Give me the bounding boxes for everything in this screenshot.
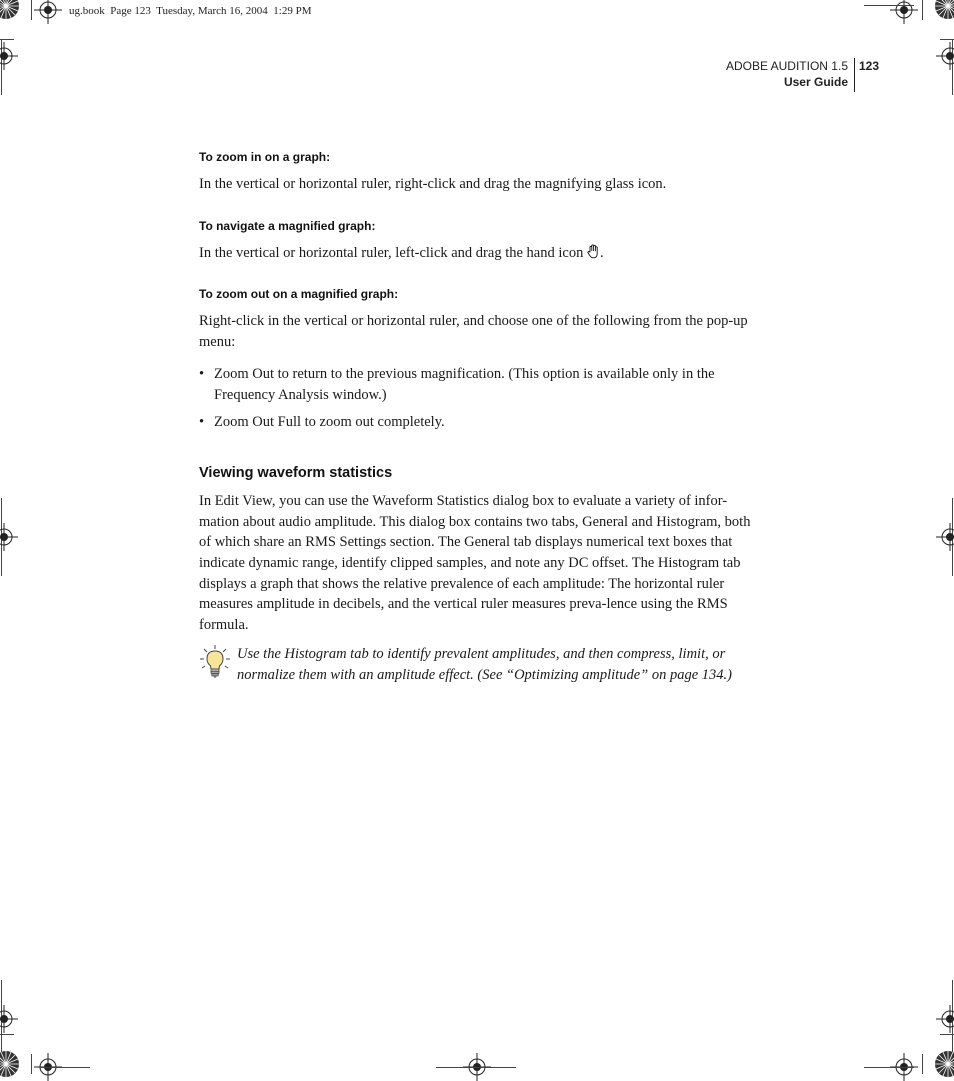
navigate-text (199, 243, 759, 264)
navigate-heading: To navigate a magnified graph: (199, 218, 376, 233)
registration-target-icon (0, 1005, 18, 1033)
list-item (199, 412, 759, 433)
lightbulb-icon (199, 644, 231, 680)
navigate-text-after: . (599, 244, 604, 261)
registration-target-icon (936, 1005, 954, 1033)
hand-icon (587, 244, 600, 259)
navigate-text-before: In the vertical or horizontal ruler, left-click and drag the hand icon (199, 244, 587, 261)
starburst-target-icon (934, 0, 954, 20)
running-header (726, 58, 848, 90)
starburst-target-icon (0, 0, 20, 20)
waveform-text: In Edit View, you can use the Waveform Statistics dialog box to evaluate a variety of infor-mation about audio amplitude. This dialog box contains two tabs, General and Histogram, both of which share an RMS Settings section. The General tab displays numerical text boxes that indicate dynamic range, identify clipped samples, and note any DC offset. The Histogram tab displays a graph that shows the relative prevalence of each amplitude: The horizontal ruler measures amplitude in decibels, and the vertical ruler measures preva-lence using the RMS formula. (199, 492, 751, 634)
section-heading: Viewing waveform statistics (199, 464, 393, 481)
zoom-out-heading: To zoom out on a magnified graph: (199, 287, 399, 302)
registration-target-icon (936, 523, 954, 551)
crop-mark (922, 0, 923, 20)
list-item-text: Zoom Out to return to the previous magnification. (This option is available only in the Frequency Analysis window.) (214, 365, 715, 403)
header-divider (854, 58, 855, 92)
bullet-marker: • (199, 414, 205, 431)
crop-mark (922, 1054, 923, 1074)
crop-mark (31, 1054, 32, 1074)
zoom-out-options-list (199, 364, 759, 433)
zoom-out-text: Right-click in the vertical or horizontal ruler, and choose one of the following from the pop-up menu: (199, 313, 748, 351)
registration-target-icon (890, 0, 918, 24)
header-guide: User Guide (783, 75, 848, 89)
crop-mark (436, 1067, 516, 1068)
tip-note (199, 644, 759, 685)
list-item (199, 364, 759, 405)
bullet-marker: • (199, 365, 205, 382)
registration-target-icon (34, 0, 62, 24)
registration-target-icon (0, 42, 18, 70)
zoom-in-heading: To zoom in on a graph: (199, 150, 331, 164)
crop-mark (0, 39, 14, 40)
zoom-in-text: In the vertical or horizontal ruler, right-click and drag the magnifying glass icon. (199, 176, 667, 192)
list-item-text: Zoom Out Full to zoom out completely. (214, 414, 445, 431)
registration-target-icon (0, 523, 18, 551)
crop-mark (0, 1034, 14, 1035)
page-content (199, 148, 759, 685)
print-slug: ug.book Page 123 Tuesday, March 16, 2004 1:29 PM (69, 5, 312, 17)
page-number: 123 (859, 59, 880, 73)
header-product: ADOBE AUDITION 1.5 (725, 59, 848, 73)
registration-target-icon (936, 42, 954, 70)
crop-mark (31, 0, 32, 20)
crop-mark (864, 1067, 914, 1068)
crop-mark (40, 1067, 90, 1068)
tip-text: Use the Histogram tab to identify prevalent amplitudes, and then compress, limit, or normalize them with an amplitude effect. (See “Optimizing amplitude” on page 134.) (237, 645, 732, 683)
crop-mark (864, 5, 914, 6)
